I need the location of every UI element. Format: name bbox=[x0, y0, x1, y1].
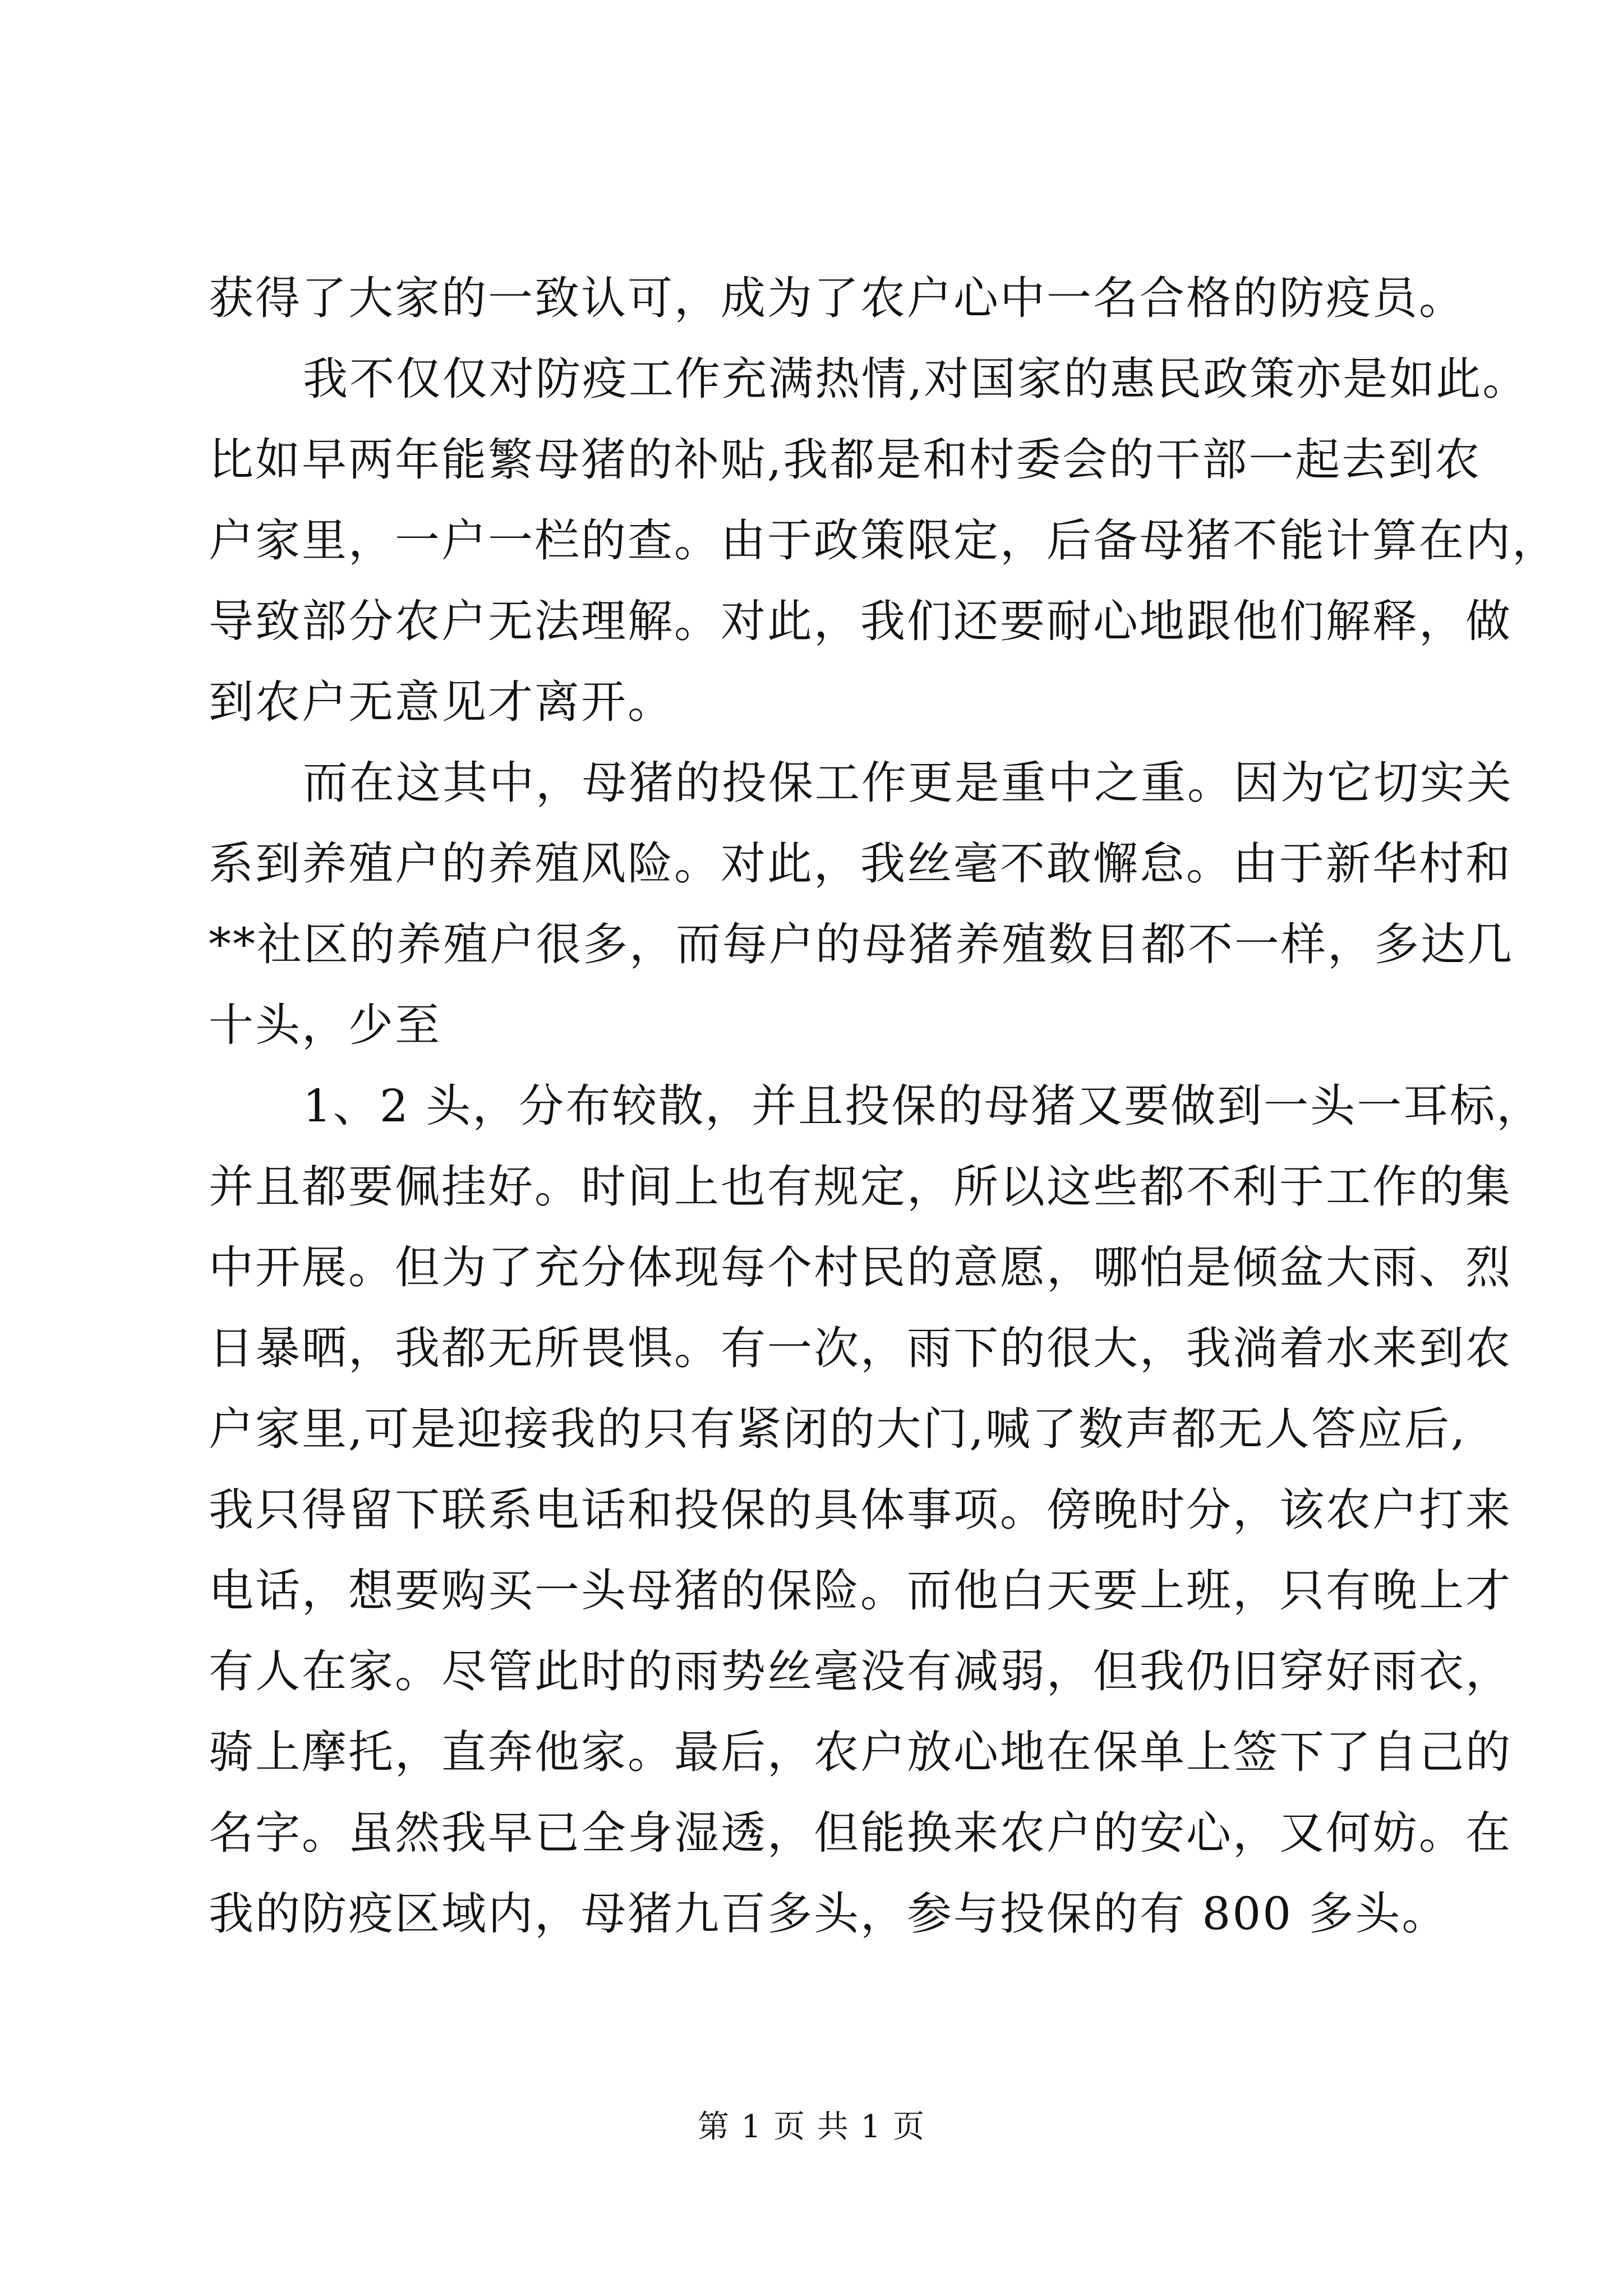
text-line: 比如早两年能繁母猪的补贴,我都是和村委会的干部一起去到农 bbox=[209, 434, 1482, 486]
text-line: 我只得留下联系电话和投保的具体事项。傍晚时分，该农户打来 bbox=[209, 1484, 1512, 1536]
paragraph-start-line: 而在这其中，母猪的投保工作更是重中之重。因为它切实关 bbox=[303, 757, 1513, 809]
text-line: 并且都要佩挂好。时间上也有规定，所以这些都不利于工作的集 bbox=[209, 1161, 1512, 1213]
paragraph-start-line: 我不仅仅对防疫工作充满热情,对国家的惠民政策亦是如此。 bbox=[303, 353, 1529, 405]
text-line: 到农户无意见才离开。 bbox=[209, 676, 674, 728]
text-line: 电话，想要购买一头母猪的保险。而他白天要上班，只有晚上才 bbox=[209, 1565, 1512, 1617]
page-number-footer: 第 1 页 共 1 页 bbox=[697, 2109, 926, 2145]
text-line: 户家里，一户一栏的查。由于政策限定，后备母猪不能计算在内， bbox=[209, 514, 1559, 567]
text-line: 骑上摩托，直奔他家。最后，农户放心地在保单上签下了自己的 bbox=[209, 1726, 1512, 1778]
text-line: 获得了大家的一致认可，成为了农户心中一名合格的防疫员。 bbox=[209, 272, 1465, 324]
text-line: **社区的养殖户很多，而每户的母猪养殖数目都不一样，多达几 bbox=[209, 918, 1514, 970]
text-line: 有人在家。尽管此时的雨势丝毫没有减弱，但我仍旧穿好雨衣， bbox=[209, 1645, 1512, 1697]
document-body bbox=[209, 258, 1559, 1954]
text-line: 日暴晒，我都无所畏惧。有一次，雨下的很大，我淌着水来到农 bbox=[209, 1322, 1512, 1374]
text-line: 中开展。但为了充分体现每个村民的意愿，哪怕是倾盆大雨、烈 bbox=[209, 1241, 1512, 1294]
text-line: 十头，少至 bbox=[209, 999, 441, 1051]
paragraph-start-line: 1、2 头，分布较散，并且投保的母猪又要做到一头一耳标， bbox=[303, 1080, 1543, 1132]
text-line: 我的防疫区域内，母猪九百多头，参与投保的有 800 多头。 bbox=[209, 1888, 1449, 1940]
text-line: 导致部分农户无法理解。对此，我们还要耐心地跟他们解释，做 bbox=[209, 595, 1512, 647]
text-line: 户家里,可是迎接我的只有紧闭的大门,喊了数声都无人答应后, bbox=[209, 1403, 1467, 1455]
text-line: 系到养殖户的养殖风险。对此，我丝毫不敢懈怠。由于新华村和 bbox=[209, 838, 1512, 890]
text-line: 名字。虽然我早已全身湿透，但能换来农户的安心，又何妨。在 bbox=[209, 1807, 1512, 1859]
